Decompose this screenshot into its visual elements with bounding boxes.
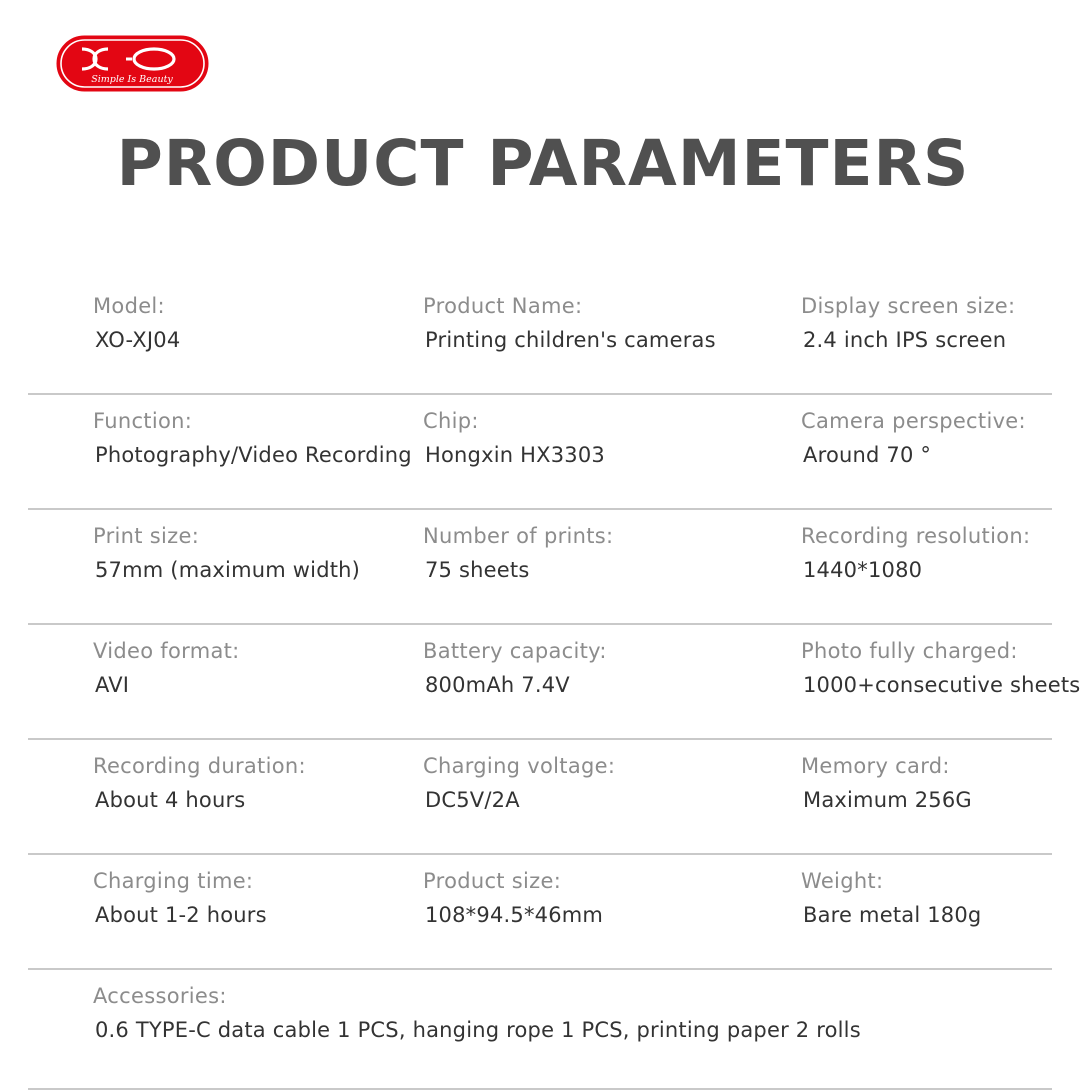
param-charging-time xyxy=(93,867,267,929)
param-label: Display screen size: xyxy=(801,294,1016,318)
xo-logo-icon xyxy=(56,35,209,92)
param-chip xyxy=(423,407,605,469)
param-row xyxy=(28,280,1052,395)
param-label: Charging time: xyxy=(93,869,254,893)
param-label: Camera perspective: xyxy=(801,409,1026,433)
param-photo-fully-charged xyxy=(801,637,1080,699)
param-memory-card xyxy=(801,752,972,814)
param-label: Photo fully charged: xyxy=(801,639,1018,663)
param-row xyxy=(28,740,1052,855)
param-model xyxy=(93,292,180,354)
param-value: 800mAh 7.4V xyxy=(425,673,570,697)
param-value: Maximum 256G xyxy=(803,788,972,812)
param-label: Charging voltage: xyxy=(423,754,616,778)
param-value: Hongxin HX3303 xyxy=(425,443,605,467)
param-battery-capacity xyxy=(423,637,607,699)
param-label: Video format: xyxy=(93,639,240,663)
param-value: Around 70 ° xyxy=(803,443,932,467)
brand-logo xyxy=(56,35,209,92)
param-label: Number of prints: xyxy=(423,524,614,548)
param-product-size xyxy=(423,867,603,929)
param-row xyxy=(28,855,1052,970)
param-value: About 4 hours xyxy=(95,788,246,812)
param-value: 75 sheets xyxy=(425,558,530,582)
param-label: Memory card: xyxy=(801,754,950,778)
param-label: Product Name: xyxy=(423,294,583,318)
param-weight xyxy=(801,867,981,929)
param-camera-perspective xyxy=(801,407,1026,469)
param-value: Printing children's cameras xyxy=(425,328,716,352)
param-value: Photography/Video Recording xyxy=(95,443,412,467)
param-row-accessories xyxy=(28,970,1052,1090)
brand-tagline: Simple Is Beauty xyxy=(91,74,173,85)
param-value: About 1-2 hours xyxy=(95,903,267,927)
parameters-table xyxy=(28,280,1080,1090)
param-value: 0.6 TYPE-C data cable 1 PCS, hanging rope 1 PCS, printing paper 2 rolls xyxy=(95,1018,861,1042)
param-value: AVI xyxy=(95,673,130,697)
param-label: Model: xyxy=(93,294,165,318)
param-label: Battery capacity: xyxy=(423,639,607,663)
param-accessories xyxy=(93,982,861,1044)
param-display-size xyxy=(801,292,1015,354)
param-row xyxy=(28,395,1052,510)
param-label: Function: xyxy=(93,409,193,433)
param-value: 1440*1080 xyxy=(803,558,923,582)
param-number-of-prints xyxy=(423,522,613,584)
param-label: Recording resolution: xyxy=(801,524,1031,548)
param-label: Product size: xyxy=(423,869,562,893)
param-value: 2.4 inch IPS screen xyxy=(803,328,1007,352)
param-recording-resolution xyxy=(801,522,1030,584)
param-label: Print size: xyxy=(93,524,200,548)
param-print-size xyxy=(93,522,360,584)
param-product-name xyxy=(423,292,716,354)
page-title: PRODUCT PARAMETERS xyxy=(116,127,970,200)
param-row xyxy=(28,510,1052,625)
param-value: Bare metal 180g xyxy=(803,903,982,927)
param-label: Weight: xyxy=(801,869,884,893)
param-value: 57mm (maximum width) xyxy=(95,558,361,582)
param-label: Chip: xyxy=(423,409,479,433)
param-charging-voltage xyxy=(423,752,615,814)
param-recording-duration xyxy=(93,752,306,814)
param-row xyxy=(28,625,1080,740)
param-value: DC5V/2A xyxy=(425,788,520,812)
param-video-format xyxy=(93,637,240,699)
param-value: 1000+consecutive sheets xyxy=(803,673,1080,697)
param-label: Recording duration: xyxy=(93,754,306,778)
param-value: XO-XJ04 xyxy=(95,328,181,352)
param-function xyxy=(93,407,412,469)
param-label: Accessories: xyxy=(93,984,227,1008)
param-value: 108*94.5*46mm xyxy=(425,903,604,927)
